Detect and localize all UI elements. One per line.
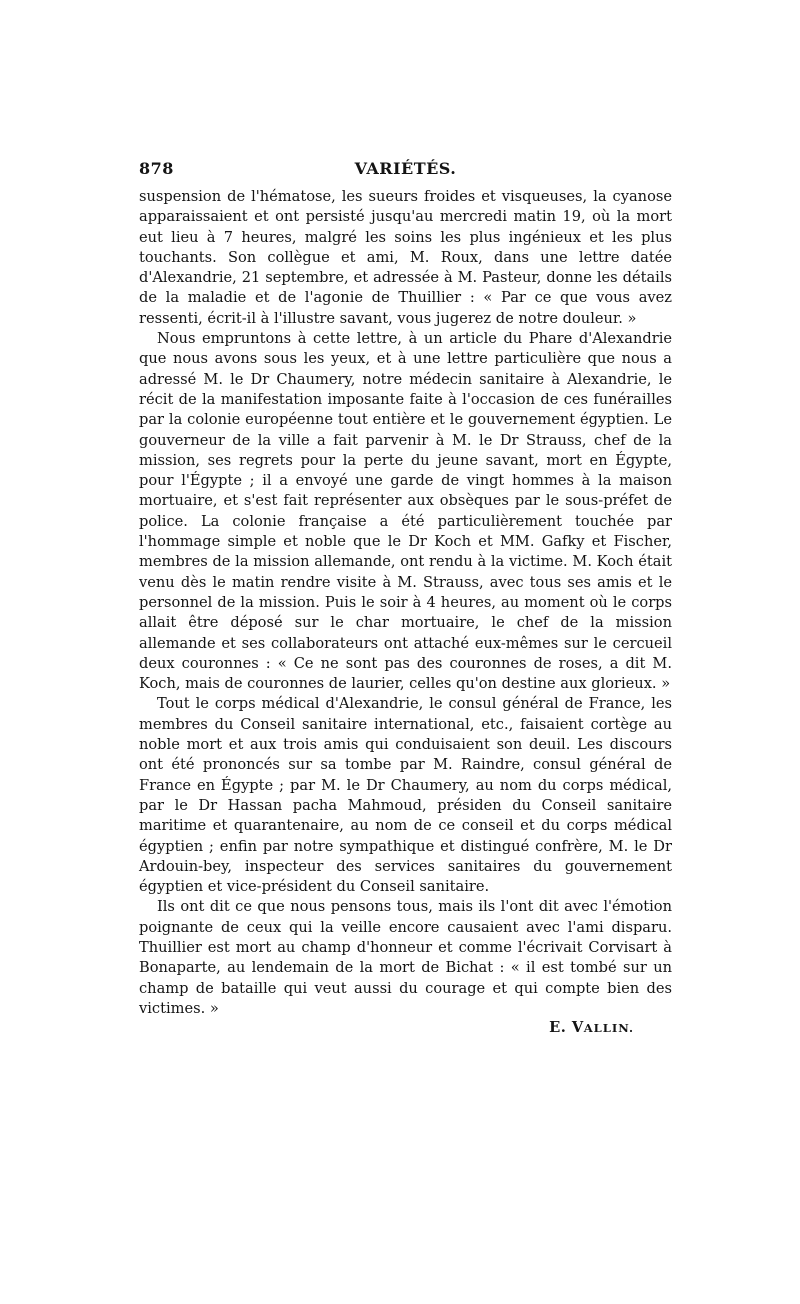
running-title: VARIÉTÉS.	[354, 159, 457, 178]
page-number: 878	[139, 159, 174, 178]
body-text	[139, 187, 672, 1019]
book-page	[139, 155, 672, 1038]
running-head	[139, 155, 672, 187]
author-signature	[139, 1018, 672, 1038]
paragraph: Tout le corps médical d'Alexandrie, le consul général de France, les membres du Conseil sanitaire international, etc., faisaient cortège au noble mort et aux trois amis qui conduisaient son deuil. Les discours ont été prononcés sur sa tombe par M. Raindre, consul général de France en Égypte ; par M. le Dr Chaumery, au nom du corps médical, par le Dr Hassan pacha Mahmoud, présiden du Conseil sanitaire maritime et quarantenaire, au nom de ce conseil et du corps médical égyptien ; enfin par notre sympathique et distingué confrère, M. le Dr Ardouin-bey, inspecteur des services sanitaires du gouvernement égyptien et vice-président du Conseil sanitaire.	[139, 695, 672, 896]
paragraph: suspension de l'hématose, les sueurs froides et visqueuses, la cyanose apparaissaient et ont persisté jusqu'au mercredi matin 19, où la mort eut lieu à 7 heures, malgré les soins les plus ingénieux et les plus touchants. Son collègue et ami, M. Roux, dans une lettre datée d'Alexandrie, 21 septembre, et adressée à M. Pasteur, donne les détails de la maladie et de l'agonie de Thuillier : « Par ce que vous avez ressenti, écrit-il à l'illustre savant, vous jugerez de notre douleur. »	[139, 188, 672, 327]
paragraph: Nous empruntons à cette lettre, à un article du Phare d'Alexandrie que nous avons sous les yeux, et à une lettre particulière que nous a adressé M. le Dr Chaumery, notre médecin sanitaire à Alexandrie, le récit de la manifestation imposante faite à l'occasion de ces funérailles par la colonie européenne tout entière et le gouvernement égyptien. Le gouverneur de la ville a fait parvenir à M. le Dr Strauss, chef de la mission, ses regrets pour la perte du jeune savant, mort en Égypte, pour l'Égypte ; il a envoyé une garde de vingt hommes à la maison mortuaire, et s'est fait représenter aux obsèques par le sous-préfet de police. La colonie française a été particulièrement touchée par l'hommage simple et noble que le Dr Koch et MM. Gafky et Fischer, membres de la mission allemande, ont rendu à la victime. M. Koch était venu dès le matin rendre visite à M. Strauss, avec tous ses amis et le personnel de la mission. Puis le soir à 4 heures, au moment où le corps allait être déposé sur le char mortuaire, le chef de la mission allemande et ses collaborateurs ont attaché eux-mêmes sur le cercueil deux couronnes : « Ce ne sont pas des couronnes de roses, a dit M. Koch, mais de couronnes de laurier, celles qu'on destine aux glorieux. »	[139, 330, 672, 693]
signature-rest: ALLIN.	[583, 1021, 634, 1036]
paragraph: Ils ont dit ce que nous pensons tous, mais ils l'ont dit avec l'émotion poignante de ceux qui la veille encore causaient avec l'ami disparu. Thuillier est mort au champ d'honneur et comme l'écrivait Corvisart à Bonaparte, au lendemain de la mort de Bichat : « il est tombé sur un champ de bataille qui veut aussi du courage et qui compte bien des victimes. »	[139, 898, 672, 1017]
signature-initial: E. V	[549, 1019, 584, 1037]
